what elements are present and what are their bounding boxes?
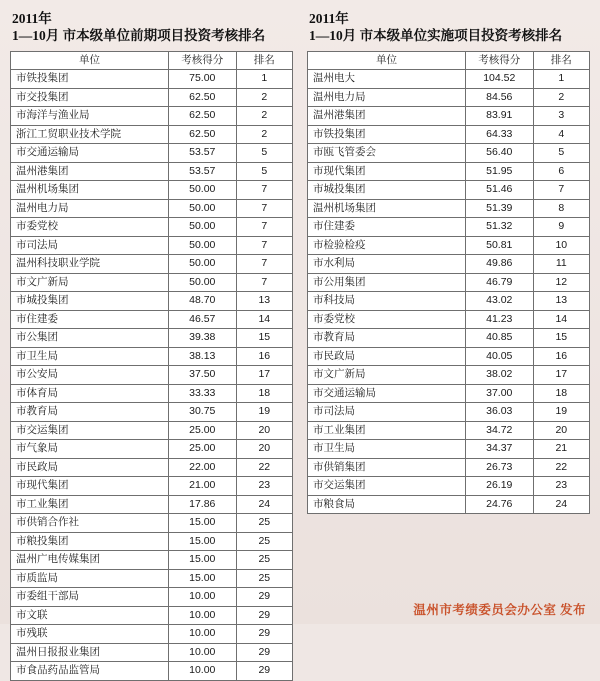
- cell-unit: 温州机场集团: [11, 181, 169, 200]
- cell-rank: 29: [236, 606, 292, 625]
- table-row: [11, 477, 293, 496]
- table-row: [11, 125, 293, 144]
- cell-rank: 15: [236, 329, 292, 348]
- cell-rank: 4: [533, 125, 589, 144]
- col-header-unit: 单位: [308, 51, 466, 70]
- cell-score: 15.00: [168, 532, 236, 551]
- cell-rank: 21: [533, 440, 589, 459]
- cell-rank: 20: [533, 421, 589, 440]
- cell-rank: 29: [236, 662, 292, 681]
- cell-rank: 12: [533, 273, 589, 292]
- table-row: [308, 421, 590, 440]
- cell-rank: 17: [533, 366, 589, 385]
- cell-score: 50.00: [168, 236, 236, 255]
- cell-rank: 13: [533, 292, 589, 311]
- table-row: [308, 162, 590, 181]
- table-header-row: [308, 51, 590, 70]
- cell-score: 46.79: [465, 273, 533, 292]
- cell-unit: 市卫生局: [308, 440, 466, 459]
- table-row: [308, 273, 590, 292]
- cell-rank: 2: [236, 107, 292, 126]
- right-title-line2: 1—10月 市本级单位实施项目投资考核排名: [309, 28, 563, 44]
- cell-unit: 市司法局: [308, 403, 466, 422]
- left-table-title: [12, 10, 293, 45]
- cell-score: 33.33: [168, 384, 236, 403]
- table-row: [11, 255, 293, 274]
- cell-rank: 5: [533, 144, 589, 163]
- cell-rank: 24: [236, 495, 292, 514]
- cell-rank: 23: [236, 477, 292, 496]
- cell-rank: 18: [533, 384, 589, 403]
- cell-score: 25.00: [168, 440, 236, 459]
- table-row: [308, 236, 590, 255]
- cell-unit: 市住建委: [308, 218, 466, 237]
- table-row: [11, 107, 293, 126]
- cell-rank: 25: [236, 551, 292, 570]
- cell-score: 50.00: [168, 218, 236, 237]
- cell-score: 36.03: [465, 403, 533, 422]
- cell-unit: 温州电大: [308, 70, 466, 89]
- cell-score: 34.37: [465, 440, 533, 459]
- cell-unit: 市交通运输局: [308, 384, 466, 403]
- cell-unit: 温州科技职业学院: [11, 255, 169, 274]
- table-row: [11, 310, 293, 329]
- cell-unit: 市教育局: [11, 403, 169, 422]
- cell-rank: 14: [236, 310, 292, 329]
- cell-score: 17.86: [168, 495, 236, 514]
- cell-unit: 市现代集团: [308, 162, 466, 181]
- cell-unit: 市海洋与渔业局: [11, 107, 169, 126]
- cell-rank: 7: [236, 236, 292, 255]
- cell-unit: 市粮投集团: [11, 532, 169, 551]
- left-title-line2: 1—10月 市本级单位前期项目投资考核排名: [12, 28, 266, 44]
- right-title-line1: 2011年: [309, 11, 349, 26]
- cell-unit: 市工业集团: [11, 495, 169, 514]
- left-column: [10, 10, 293, 681]
- cell-unit: 市体育局: [11, 384, 169, 403]
- cell-rank: 25: [236, 569, 292, 588]
- table-row: [11, 606, 293, 625]
- cell-unit: 市住建委: [11, 310, 169, 329]
- table-row: [11, 625, 293, 644]
- cell-unit: 温州港集团: [11, 162, 169, 181]
- table-row: [11, 273, 293, 292]
- cell-rank: 3: [533, 107, 589, 126]
- cell-score: 75.00: [168, 70, 236, 89]
- cell-rank: 29: [236, 588, 292, 607]
- cell-unit: 市铁投集团: [11, 70, 169, 89]
- table-row: [308, 347, 590, 366]
- cell-rank: 23: [533, 477, 589, 496]
- cell-score: 83.91: [465, 107, 533, 126]
- cell-unit: 温州电力局: [11, 199, 169, 218]
- cell-rank: 7: [236, 199, 292, 218]
- cell-score: 48.70: [168, 292, 236, 311]
- table-row: [11, 88, 293, 107]
- table-row: [11, 236, 293, 255]
- table-row: [308, 218, 590, 237]
- cell-score: 10.00: [168, 625, 236, 644]
- cell-unit: 市公集团: [11, 329, 169, 348]
- cell-rank: 6: [533, 162, 589, 181]
- table-row: [11, 70, 293, 89]
- left-table-body: [11, 70, 293, 681]
- cell-unit: 市检验检疫: [308, 236, 466, 255]
- table-row: [308, 329, 590, 348]
- cell-rank: 20: [236, 421, 292, 440]
- cell-unit: 市交运集团: [308, 477, 466, 496]
- cell-score: 53.57: [168, 162, 236, 181]
- cell-rank: 2: [236, 125, 292, 144]
- table-row: [11, 588, 293, 607]
- table-row: [11, 643, 293, 662]
- cell-unit: 市食品药品监管局: [11, 662, 169, 681]
- cell-unit: 市委党校: [308, 310, 466, 329]
- cell-unit: 温州港集团: [308, 107, 466, 126]
- cell-rank: 7: [533, 181, 589, 200]
- cell-score: 15.00: [168, 514, 236, 533]
- cell-rank: 25: [236, 514, 292, 533]
- cell-score: 50.00: [168, 273, 236, 292]
- cell-score: 38.02: [465, 366, 533, 385]
- table-row: [11, 144, 293, 163]
- cell-score: 51.46: [465, 181, 533, 200]
- cell-score: 41.23: [465, 310, 533, 329]
- left-ranking-table: [10, 51, 293, 681]
- cell-rank: 16: [533, 347, 589, 366]
- cell-score: 38.13: [168, 347, 236, 366]
- table-row: [11, 662, 293, 681]
- cell-rank: 10: [533, 236, 589, 255]
- right-table-body: [308, 70, 590, 514]
- cell-unit: 市城投集团: [11, 292, 169, 311]
- table-row: [308, 440, 590, 459]
- table-row: [308, 255, 590, 274]
- table-row: [11, 162, 293, 181]
- right-table-title: [309, 10, 590, 45]
- cell-unit: 市教育局: [308, 329, 466, 348]
- table-row: [308, 70, 590, 89]
- table-row: [308, 458, 590, 477]
- cell-rank: 19: [533, 403, 589, 422]
- cell-score: 62.50: [168, 125, 236, 144]
- table-row: [11, 403, 293, 422]
- table-row: [308, 403, 590, 422]
- cell-unit: 市公用集团: [308, 273, 466, 292]
- cell-rank: 7: [236, 181, 292, 200]
- table-row: [11, 384, 293, 403]
- cell-unit: 市民政局: [11, 458, 169, 477]
- cell-rank: 15: [533, 329, 589, 348]
- col-header-unit: 单位: [11, 51, 169, 70]
- cell-score: 22.00: [168, 458, 236, 477]
- cell-score: 64.33: [465, 125, 533, 144]
- cell-rank: 13: [236, 292, 292, 311]
- cell-score: 84.56: [465, 88, 533, 107]
- cell-score: 15.00: [168, 569, 236, 588]
- cell-rank: 20: [236, 440, 292, 459]
- cell-score: 50.00: [168, 199, 236, 218]
- cell-unit: 市文联: [11, 606, 169, 625]
- cell-score: 21.00: [168, 477, 236, 496]
- cell-rank: 7: [236, 218, 292, 237]
- table-row: [11, 569, 293, 588]
- table-row: [11, 421, 293, 440]
- publisher-footer: 温州市考绩委员会办公室 发布: [413, 603, 586, 617]
- table-row: [308, 292, 590, 311]
- col-header-rank: 排名: [533, 51, 589, 70]
- table-row: [11, 440, 293, 459]
- cell-score: 10.00: [168, 606, 236, 625]
- cell-unit: 市现代集团: [11, 477, 169, 496]
- table-row: [308, 199, 590, 218]
- cell-unit: 市瓯飞管委会: [308, 144, 466, 163]
- table-row: [308, 384, 590, 403]
- col-header-rank: 排名: [236, 51, 292, 70]
- table-row: [308, 125, 590, 144]
- cell-rank: 8: [533, 199, 589, 218]
- cell-rank: 9: [533, 218, 589, 237]
- cell-unit: 市文广新局: [308, 366, 466, 385]
- cell-rank: 17: [236, 366, 292, 385]
- cell-score: 37.00: [465, 384, 533, 403]
- table-row: [308, 181, 590, 200]
- cell-score: 37.50: [168, 366, 236, 385]
- cell-unit: 温州日报报业集团: [11, 643, 169, 662]
- col-header-score: 考核得分: [465, 51, 533, 70]
- cell-unit: 市委组干部局: [11, 588, 169, 607]
- cell-rank: 7: [236, 255, 292, 274]
- cell-unit: 市供销合作社: [11, 514, 169, 533]
- cell-score: 40.85: [465, 329, 533, 348]
- table-row: [308, 495, 590, 514]
- left-title-line1: 2011年: [12, 11, 52, 26]
- cell-unit: 市卫生局: [11, 347, 169, 366]
- cell-unit: 市质监局: [11, 569, 169, 588]
- table-row: [11, 199, 293, 218]
- cell-score: 53.57: [168, 144, 236, 163]
- cell-unit: 市交通运输局: [11, 144, 169, 163]
- cell-unit: 浙江工贸职业技术学院: [11, 125, 169, 144]
- cell-unit: 市供销集团: [308, 458, 466, 477]
- cell-rank: 7: [236, 273, 292, 292]
- cell-score: 104.52: [465, 70, 533, 89]
- table-row: [308, 144, 590, 163]
- cell-rank: 29: [236, 643, 292, 662]
- cell-score: 24.76: [465, 495, 533, 514]
- table-row: [308, 366, 590, 385]
- cell-score: 51.39: [465, 199, 533, 218]
- cell-score: 50.00: [168, 255, 236, 274]
- table-row: [308, 88, 590, 107]
- table-row: [11, 458, 293, 477]
- table-row: [11, 347, 293, 366]
- cell-score: 15.00: [168, 551, 236, 570]
- cell-score: 26.73: [465, 458, 533, 477]
- cell-score: 25.00: [168, 421, 236, 440]
- cell-unit: 温州电力局: [308, 88, 466, 107]
- cell-score: 62.50: [168, 88, 236, 107]
- table-row: [308, 477, 590, 496]
- cell-unit: 市民政局: [308, 347, 466, 366]
- cell-rank: 11: [533, 255, 589, 274]
- cell-unit: 市粮食局: [308, 495, 466, 514]
- cell-score: 51.95: [465, 162, 533, 181]
- cell-unit: 市气象局: [11, 440, 169, 459]
- cell-rank: 1: [533, 70, 589, 89]
- cell-score: 30.75: [168, 403, 236, 422]
- right-ranking-table: [307, 51, 590, 515]
- cell-score: 56.40: [465, 144, 533, 163]
- cell-score: 34.72: [465, 421, 533, 440]
- table-row: [308, 310, 590, 329]
- cell-rank: 24: [533, 495, 589, 514]
- cell-score: 10.00: [168, 643, 236, 662]
- cell-score: 49.86: [465, 255, 533, 274]
- cell-unit: 市水利局: [308, 255, 466, 274]
- table-row: [11, 514, 293, 533]
- cell-unit: 市交投集团: [11, 88, 169, 107]
- cell-rank: 5: [236, 162, 292, 181]
- cell-unit: 温州广电传媒集团: [11, 551, 169, 570]
- cell-rank: 2: [533, 88, 589, 107]
- cell-rank: 18: [236, 384, 292, 403]
- cell-unit: 市残联: [11, 625, 169, 644]
- cell-unit: 市文广新局: [11, 273, 169, 292]
- cell-unit: 市工业集团: [308, 421, 466, 440]
- col-header-score: 考核得分: [168, 51, 236, 70]
- cell-score: 46.57: [168, 310, 236, 329]
- cell-score: 10.00: [168, 588, 236, 607]
- cell-score: 50.81: [465, 236, 533, 255]
- cell-rank: 5: [236, 144, 292, 163]
- cell-unit: 市科技局: [308, 292, 466, 311]
- cell-unit: 市司法局: [11, 236, 169, 255]
- cell-rank: 1: [236, 70, 292, 89]
- cell-score: 62.50: [168, 107, 236, 126]
- cell-rank: 19: [236, 403, 292, 422]
- cell-rank: 22: [236, 458, 292, 477]
- cell-unit: 市委党校: [11, 218, 169, 237]
- two-column-layout: [10, 10, 590, 681]
- cell-rank: 14: [533, 310, 589, 329]
- cell-score: 26.19: [465, 477, 533, 496]
- table-row: [11, 366, 293, 385]
- table-row: [11, 218, 293, 237]
- cell-score: 39.38: [168, 329, 236, 348]
- cell-unit: 市城投集团: [308, 181, 466, 200]
- cell-unit: 市铁投集团: [308, 125, 466, 144]
- cell-rank: 29: [236, 625, 292, 644]
- table-row: [11, 181, 293, 200]
- cell-score: 10.00: [168, 662, 236, 681]
- table-row: [308, 107, 590, 126]
- cell-rank: 16: [236, 347, 292, 366]
- right-column: [307, 10, 590, 514]
- table-row: [11, 551, 293, 570]
- cell-score: 50.00: [168, 181, 236, 200]
- cell-score: 51.32: [465, 218, 533, 237]
- cell-unit: 温州机场集团: [308, 199, 466, 218]
- cell-rank: 22: [533, 458, 589, 477]
- cell-rank: 25: [236, 532, 292, 551]
- table-row: [11, 495, 293, 514]
- table-row: [11, 292, 293, 311]
- table-header-row: [11, 51, 293, 70]
- cell-rank: 2: [236, 88, 292, 107]
- cell-score: 43.02: [465, 292, 533, 311]
- table-row: [11, 532, 293, 551]
- cell-score: 40.05: [465, 347, 533, 366]
- cell-unit: 市交运集团: [11, 421, 169, 440]
- table-row: [11, 329, 293, 348]
- cell-unit: 市公安局: [11, 366, 169, 385]
